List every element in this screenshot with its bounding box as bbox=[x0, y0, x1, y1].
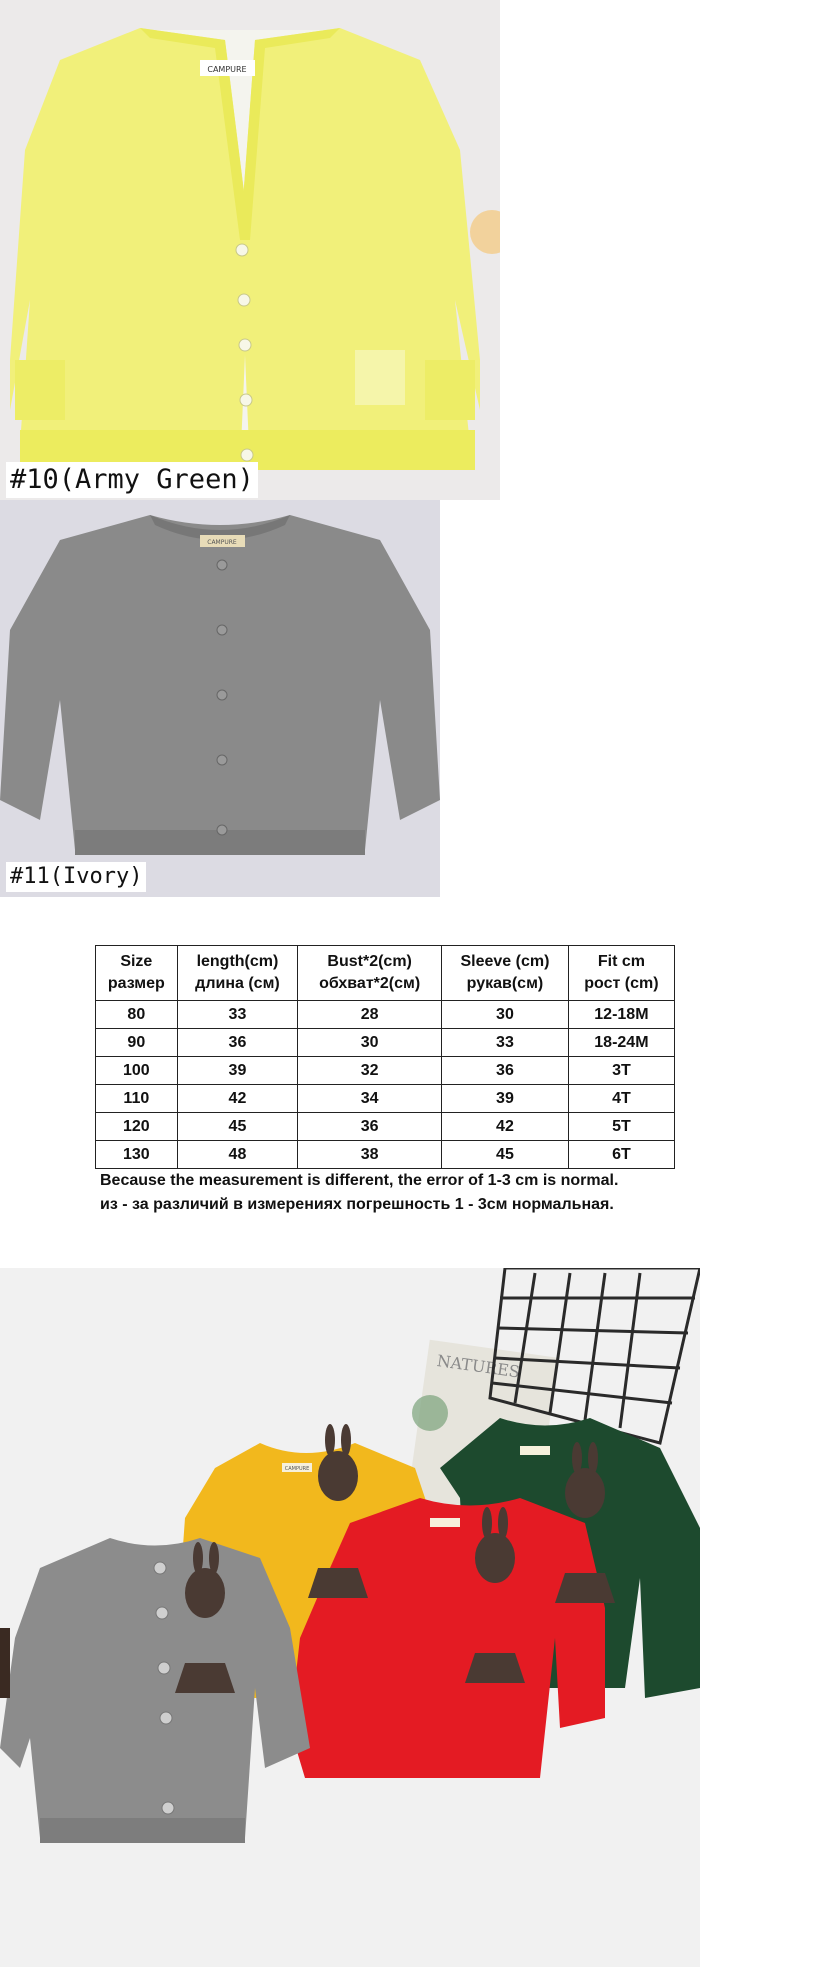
table-cell: 130 bbox=[96, 1141, 178, 1169]
table-cell: 5T bbox=[568, 1113, 674, 1141]
table-cell: 45 bbox=[177, 1113, 298, 1141]
product-photo-ivory bbox=[0, 500, 440, 897]
table-header-row bbox=[96, 946, 675, 1001]
table-row bbox=[96, 1029, 675, 1057]
product-photo-army-green bbox=[0, 0, 500, 500]
table-cell: 6T bbox=[568, 1141, 674, 1169]
table-cell: 45 bbox=[442, 1141, 569, 1169]
table-cell: 80 bbox=[96, 1001, 178, 1029]
cardigans-group-image bbox=[0, 1268, 700, 1967]
table-cell: 39 bbox=[442, 1085, 569, 1113]
table-cell: 18-24M bbox=[568, 1029, 674, 1057]
color-caption: #10(Army Green) bbox=[6, 462, 258, 498]
book-text: NATURES bbox=[435, 1351, 521, 1382]
table-cell: 36 bbox=[298, 1113, 442, 1141]
table-row bbox=[96, 1141, 675, 1169]
brand-label-text: CAMPURE bbox=[207, 65, 247, 74]
table-cell: 4T bbox=[568, 1085, 674, 1113]
size-table bbox=[95, 945, 675, 1169]
table-cell: 48 bbox=[177, 1141, 298, 1169]
table-cell: 42 bbox=[442, 1113, 569, 1141]
brand-label-text: CAMPURE bbox=[207, 539, 237, 546]
table-cell: 30 bbox=[442, 1001, 569, 1029]
table-cell: 32 bbox=[298, 1057, 442, 1085]
table-row bbox=[96, 1085, 675, 1113]
table-cell: 120 bbox=[96, 1113, 178, 1141]
note-english: Because the measurement is different, the error of 1-3 cm is normal. bbox=[100, 1172, 619, 1189]
table-cell: 90 bbox=[96, 1029, 178, 1057]
table-cell: 38 bbox=[298, 1141, 442, 1169]
header-fit: Fit cm рост (cm) bbox=[568, 946, 674, 1001]
table-cell: 36 bbox=[442, 1057, 569, 1085]
header-bust: Bust*2(cm) обхват*2(см) bbox=[298, 946, 442, 1001]
color-caption: #11(Ivory) bbox=[6, 862, 146, 892]
table-cell: 12-18M bbox=[568, 1001, 674, 1029]
table-cell: 28 bbox=[298, 1001, 442, 1029]
table-row bbox=[96, 1057, 675, 1085]
size-chart bbox=[95, 945, 675, 1217]
cardigan-crew-neck-image bbox=[0, 500, 440, 897]
table-row bbox=[96, 1113, 675, 1141]
table-cell: 33 bbox=[442, 1029, 569, 1057]
table-cell: 39 bbox=[177, 1057, 298, 1085]
table-cell: 110 bbox=[96, 1085, 178, 1113]
header-size: Size размер bbox=[96, 946, 178, 1001]
table-cell: 42 bbox=[177, 1085, 298, 1113]
table-row bbox=[96, 1001, 675, 1029]
brand-label-text: CAMPURE bbox=[284, 1466, 310, 1472]
table-cell: 36 bbox=[177, 1029, 298, 1057]
header-sleeve: Sleeve (cm) рукав(см) bbox=[442, 946, 569, 1001]
header-length: length(cm) длина (см) bbox=[177, 946, 298, 1001]
product-photo-group bbox=[0, 1268, 700, 1967]
note-russian: из - за различий в измерениях погрешность 1 - 3см нормальная. bbox=[100, 1196, 614, 1213]
table-cell: 30 bbox=[298, 1029, 442, 1057]
table-cell: 34 bbox=[298, 1085, 442, 1113]
table-cell: 3T bbox=[568, 1057, 674, 1085]
table-cell: 100 bbox=[96, 1057, 178, 1085]
cardigan-v-neck-image bbox=[0, 0, 500, 500]
table-cell: 33 bbox=[177, 1001, 298, 1029]
